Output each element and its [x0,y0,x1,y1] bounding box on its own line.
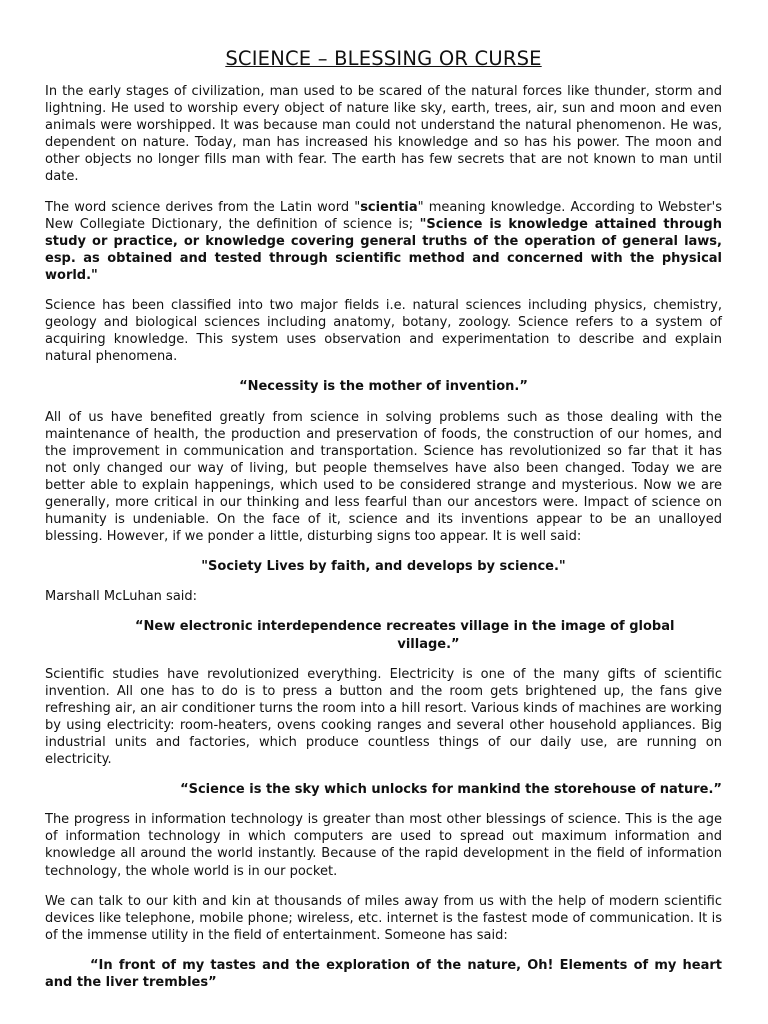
paragraph-communication: We can talk to our kith and kin at thousands of miles away from us with the help of modern scientific devices like telephone, mobile phone; wireless, etc. internet is the fastest mode of communication. It is of the immense utility in the field of entertainment. Someone has said: [45,893,722,943]
quote-elements: “In front of my tastes and the exploration of the nature, Oh! Elements of my heart and the liver trembles” [45,957,722,991]
definition-text-c: " meaning knowledge. According to Webster's New Collegiate Dictionary, the definition of science is; [45,199,722,232]
paragraph-benefits: All of us have benefited greatly from science in solving problems such as those dealing with the maintenance of health, the production and preservation of foods, the construction of our homes, and the improvement in communication and transportation. Science has revolutionized so far that it has not only changed our way of living, but people themselves have also been changed. Today we are better able to explain happenings, which used to be considered strange and mysterious. Now we are generally, more critical in our thinking and less fearful than our ancestors were. Impact of science on humanity is undeniable. On the face of it, science and its inventions appear to be an unalloyed blessing. However, if we ponder a little, disturbing signs too appear. It is well said: [45,409,722,545]
quote-global-village: “New electronic interdependence recreates village in the image of global village.” [135,619,675,652]
essay-title: SCIENCE – BLESSING OR CURSE [225,47,542,70]
paragraph-electricity: Scientific studies have revolutionized everything. Electricity is one of the many gifts of scientific invention. All one has to do is to press a button and the room gets brightened up, the fans give refreshing air, an air conditioner turns the room into a hill resort. Various kinds of machines are working by using electricity: room-heaters, ovens cooking ranges and several other household appliances. Big industrial units and factories, which produce countless things of our daily use, are running on electricity. [45,666,722,768]
definition-text-a: The word science derives from the Latin word " [45,199,361,215]
quote-necessity: “Necessity is the mother of invention.” [239,379,528,395]
quote-society: "Society Lives by faith, and develops by science." [201,559,566,575]
paragraph-mcluhan: Marshall McLuhan said: [45,589,198,605]
paragraph-intro: In the early stages of civilization, man used to be scared of the natural forces like thunder, storm and lightning. He used to worship every object of nature like sky, earth, trees, air, sun and moon and even animals were worshipped. It was because man could not understand the natural phenomenon. He was, dependent on nature. Today, man has increased his knowledge and so has his power. The moon and other objects no longer fills man with fear. The earth has few secrets that are not known to man until date. [45,84,722,185]
paragraph-classification: Science has been classified into two major fields i.e. natural sciences including physics, chemistry, geology and biological sciences including anatomy, botany, zoology. Science refers to a system of acquiring knowledge. This system uses observation and experimentation to describe and explain natural phenomena. [45,298,722,365]
paragraph-information-technology: The progress in information technology is greater than most other blessings of science. This is the age of information technology in which computers are used to spread out maximum information and knowledge all around the world instantly. Because of the rapid development in the field of information technology, the whole world is in our pocket. [45,812,722,879]
paragraph-definition [45,199,722,284]
quote-sky: “Science is the sky which unlocks for mankind the storehouse of nature.” [180,782,722,798]
latin-word: scientia [360,199,418,215]
definition-quote: "Science is knowledge attained through study or practice, or knowledge covering general truths of the operation of general laws, esp. as obtained and tested through scientific method and concerned with the physical world." [45,216,722,283]
